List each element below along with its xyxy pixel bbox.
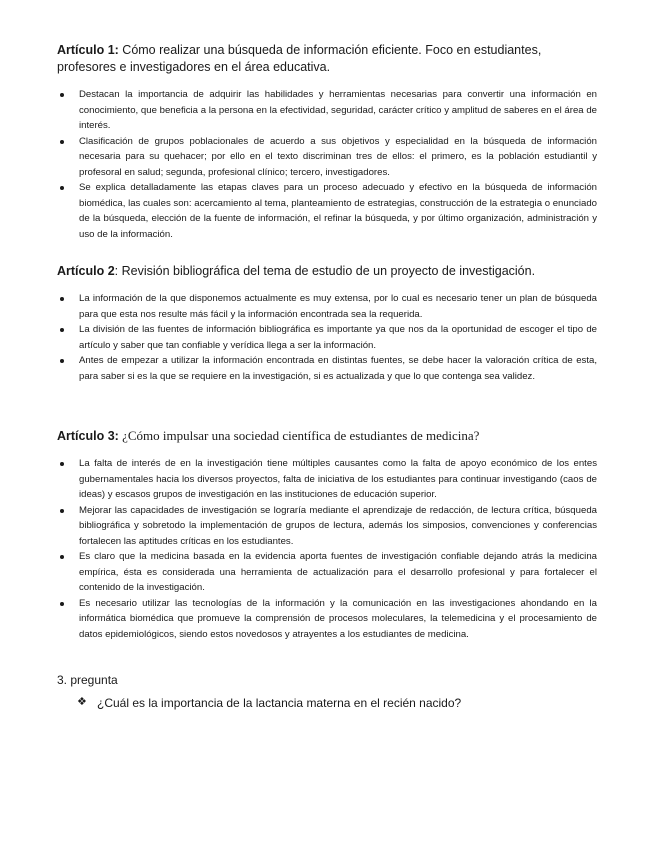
bullet-icon xyxy=(60,602,64,606)
list-item xyxy=(57,291,597,322)
list-item xyxy=(57,456,597,503)
bullet-icon xyxy=(60,186,64,190)
article-1-heading xyxy=(57,42,597,76)
article-2-bullet-list xyxy=(57,291,597,384)
article-1-label: Artículo 1: xyxy=(57,43,119,57)
bullet-text: Antes de empezar a utilizar la información encontrada en distintas fuentes, se debe hacer la valoración crítica de esta, para saber si es la que se requiere en la investigación, si es actualizada y que lo que contenga sea validez. xyxy=(79,355,597,382)
article-2 xyxy=(57,263,597,384)
question-item xyxy=(77,695,597,711)
bullet-icon xyxy=(60,93,64,97)
article-1-title: Cómo realizar una búsqueda de información eficiente. Foco en estudiantes, profesores e investigadores en el área educativa. xyxy=(57,43,542,74)
bullet-text: La división de las fuentes de información bibliográfica es importante ya que nos da la oportunidad de escoger el tipo de artículo y saber que tan confiable y verídica llega a ser la información. xyxy=(79,324,597,351)
article-3-label: Artículo 3: xyxy=(57,429,119,443)
question-text: ¿Cuál es la importancia de la lactancia materna en el recién nacido? xyxy=(97,696,462,710)
list-item xyxy=(57,596,597,643)
article-1 xyxy=(57,42,597,242)
diamond-bullet-icon: ❖ xyxy=(77,695,87,708)
bullet-text: La información de la que disponemos actualmente es muy extensa, por lo cual es necesario tener un plan de búsqueda para que esta nos resulte más fácil y la información encontrada sea la requerida. xyxy=(79,293,597,320)
bullet-text: Clasificación de grupos poblacionales de acuerdo a sus objetivos y especialidad en la búsqueda de información necesaria para su quehacer; por ello en el texto discriminan tres de ellos: el primero, es la población estudiantil y profesoral en salud; segunda, profesional clínico; tercero, investigadores. xyxy=(79,135,597,178)
list-item xyxy=(57,549,597,596)
list-item xyxy=(57,87,597,134)
bullet-icon xyxy=(60,297,64,301)
document-page xyxy=(57,42,597,711)
bullet-text: Es claro que la medicina basada en la evidencia aporta fuentes de investigación confiable dejando atrás la medicina empírica, ésta es considerada una herramienta de actualización para el desarrollo profesional y para fortalecer el contenido de la investigación. xyxy=(79,551,597,593)
article-2-heading xyxy=(57,263,597,280)
list-item xyxy=(57,322,597,353)
bullet-text: Es necesario utilizar las tecnologías de la información y la comunicación en las investigaciones ahondando en la informática biomédica que promueve la comprensión de procesos moleculares, la telemedicina y el procesamiento de datos epidemiológicos, siendo estos novedosos y atrayentes a los estudiantes de medicina. xyxy=(79,597,597,640)
bullet-icon xyxy=(60,555,64,559)
bullet-text: La falta de interés de en la investigación tiene múltiples causantes como la falta de apoyo económico de los entes gubernamentales hacia los diversos proyectos, falta de iniciativa de los estudiantes para continuar investigando (caos de ideas) y escasos grupos de investigación en las instituciones de educación superior. xyxy=(79,458,597,500)
question-heading: 3. pregunta xyxy=(57,673,118,687)
article-2-label: Artículo 2 xyxy=(57,264,115,278)
list-item xyxy=(57,353,597,384)
article-3 xyxy=(57,427,597,642)
article-2-title: : Revisión bibliográfica del tema de estudio de un proyecto de investigación. xyxy=(114,264,536,278)
question-section xyxy=(57,672,597,711)
article-3-title: ¿Cómo impulsar una sociedad científica de estudiantes de medicina? xyxy=(118,428,480,443)
bullet-icon xyxy=(60,140,64,144)
list-item xyxy=(57,503,597,550)
list-item xyxy=(57,134,597,181)
bullet-text: Se explica detalladamente las etapas claves para un proceso adecuado y efectivo en la búsqueda de información biomédica, las cuales son: acercamiento al tema, planteamiento de estrategias, construcción de la estrategia o enunciado de la búsqueda, elección de la fuente de información, el refinar la búsqueda, y por último organización, administración y uso de la información. xyxy=(79,182,597,240)
bullet-icon xyxy=(60,328,64,332)
bullet-icon xyxy=(60,359,64,363)
article-3-heading xyxy=(57,427,597,445)
bullet-icon xyxy=(60,462,64,466)
article-3-bullet-list xyxy=(57,456,597,642)
bullet-icon xyxy=(60,509,64,513)
bullet-text: Destacan la importancia de adquirir las habilidades y herramientas necesarias para convertir una información en conocimiento, que beneficia a la persona en la efectividad, seguridad, carácter crítico y amplitud de saberes en el área de interés. xyxy=(79,89,597,131)
article-1-bullet-list xyxy=(57,87,597,242)
bullet-text: Mejorar las capacidades de investigación se lograría mediante el aprendizaje de redacción, de lectura crítica, búsqueda bibliográfica y sobretodo la implementación de grupos de lectura, además los simposios, convenciones y conferencias fortalecen las aptitudes críticas en los estudiantes. xyxy=(79,504,597,547)
list-item xyxy=(57,180,597,242)
